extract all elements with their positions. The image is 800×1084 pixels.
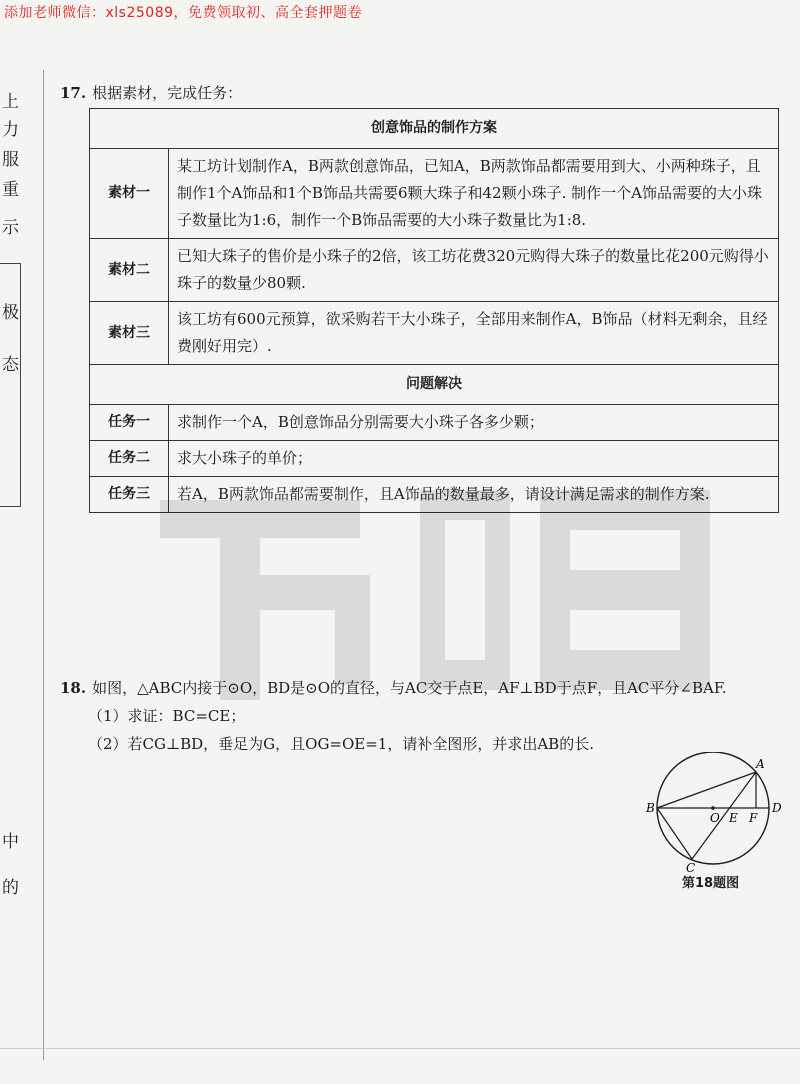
row-label: 任务三 [90,477,169,513]
row-text: 求制作一个A，B创意饰品分别需要大小珠子各多少颗； [169,405,779,441]
row-text: 某工坊计划制作A，B两款创意饰品，已知A，B两款饰品都需要用到大、小两种珠子，且制作1个A饰品和1个B饰品共需要6颗大珠子和42颗小珠子. 制作一个A饰品需要的大小珠子数量比为1:6，制作一个B饰品需要的大小珠子数量比为1:8. [169,149,779,239]
margin-char: 中 [2,832,19,852]
table-row [90,239,779,302]
label-b: B [646,801,655,815]
question-number: 18. [60,679,87,697]
question-number: 17. [60,84,87,102]
label-c: C [686,861,696,875]
margin-box [0,263,21,507]
question-prompt: 根据素材，完成任务： [92,84,243,102]
margin-char: 上 [2,92,19,112]
row-text: 已知大珠子的售价是小珠子的2倍，该工坊花费320元购得大珠子的数量比花200元购得小珠子的数量少80颗. [169,239,779,302]
margin-char: 服 [2,150,19,170]
margin-char: 重 [2,180,19,200]
page-bottom-edge [0,1048,800,1049]
row-text: 该工坊有600元预算，欲采购若干大小珠子，全部用来制作A，B饰品（材料无剩余，且经费刚好用完）. [169,302,779,365]
segment-ac [692,772,756,859]
question-stem: 如图，△ABC内接于⊙O，BD是⊙O的直径，与AC交于点E，AF⊥BD于点F，且AC平分∠BAF. [92,679,727,697]
row-text: 求大小珠子的单价； [169,441,779,477]
segment-bc [657,808,692,859]
header-banner: 添加老师微信：xls25089，免费领取初、高全套押题卷 [4,5,363,21]
row-label: 任务一 [90,405,169,441]
table-row [90,365,779,405]
table-row [90,149,779,239]
row-label: 素材二 [90,239,169,302]
label-a: A [756,757,765,771]
label-d: D [772,801,782,815]
table-row [90,302,779,365]
row-label: 任务二 [90,441,169,477]
geometry-figure [640,752,790,892]
question-18-stem [60,674,780,702]
table-row [90,441,779,477]
label-o: O [710,811,720,825]
margin-char: 态 [2,355,19,375]
center-point [711,806,715,810]
label-f: F [749,811,758,825]
segment-ba [657,772,756,808]
label-e: E [729,811,738,825]
question-18-part-2: （2）若CG⊥BD，垂足为G，且OG=OE=1，请补全图形，并求出AB的长. [88,735,594,753]
watermark-logo [160,480,720,700]
row-label: 素材一 [90,149,169,239]
table-row [90,109,779,149]
margin-char: 的 [2,878,19,898]
margin-char: 力 [2,120,19,140]
section-title: 问题解决 [90,365,779,405]
table-row [90,477,779,513]
question-18-part-1: （1）求证：BC=CE； [88,707,246,725]
table-row [90,405,779,441]
production-plan-table [89,108,779,513]
row-label: 素材三 [90,302,169,365]
figure-caption: 第18题图 [682,876,740,891]
question-17-title [60,82,242,103]
margin-char: 示 [2,218,19,238]
row-text: 若A，B两款饰品都需要制作，且A饰品的数量最多，请设计满足需求的制作方案. [169,477,779,513]
margin-divider [43,70,44,1060]
margin-char: 极 [2,303,19,323]
table-title: 创意饰品的制作方案 [90,109,779,149]
question-18 [60,674,780,758]
